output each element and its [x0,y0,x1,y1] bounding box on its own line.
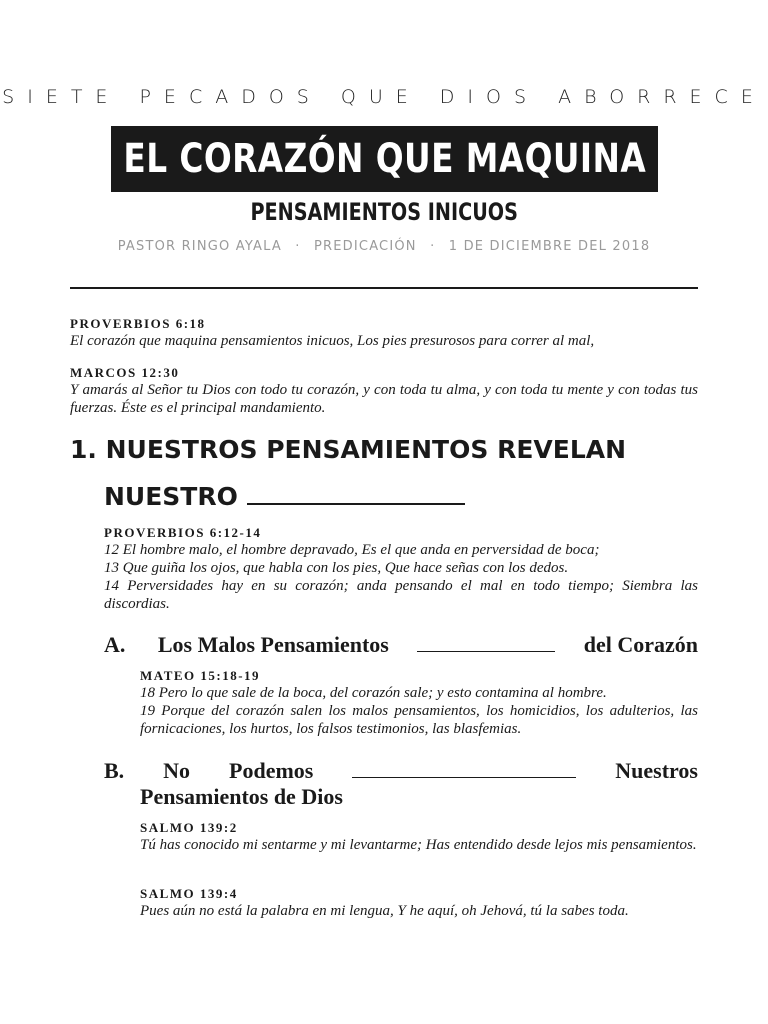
verse-text: Y amarás al Señor tu Dios con todo tu corazón, y con toda tu alma, y con toda tu mente y con todas tus fuerzas. Éste es el principal mandamiento. [70,382,698,416]
point-letter: B. [104,758,125,783]
intro-verse-2 [70,365,698,417]
point-b-verse-1 [140,820,698,854]
point-text: No [163,758,191,783]
point-b-heading-line1 [104,758,698,784]
sermon-meta [0,239,768,254]
verse-text: Tú has conocido mi sentarme y mi levantarme; Has entendido desde lejos mis pensamientos. [140,837,697,853]
verse-line: 18 Pero lo que sale de la boca, del corazón sale; y esto contamina al hombre. [140,685,607,701]
verse-line: 19 Porque del corazón salen los malos pensamientos, los homicidios, los adulterios, las fornicaciones, los hurtos, los falsos testimonios, las blasfemias. [140,703,698,737]
point-text: Los Malos Pensamientos [157,632,389,657]
verse-line: 14 Perversidades hay en su corazón; anda pensando el mal en todo tiempo; Siembra las discordias. [104,578,698,612]
subtitle-wrap [0,198,768,226]
page-title: EL CORAZÓN QUE MAQUINA [123,136,646,182]
verse-reference: PROVERBIOS 6:12-14 [104,525,262,540]
sermon-date: 1 DE DICIEMBRE DEL 2018 [448,239,651,254]
verse-text: El corazón que maquina pensamientos inicuos, Los pies presurosos para correr al mal, [70,333,595,349]
series-title: SIETE PECADOS QUE DIOS ABORRECE [2,86,766,108]
verse-reference: SALMO 139:4 [140,886,238,901]
verse-line: 12 El hombre malo, el hombre depravado, Es el que anda en perversidad de boca; [104,542,600,558]
point-text: del Corazón [583,632,698,657]
fill-in-blank [247,483,465,505]
pastor-name: PASTOR RINGO AYALA [117,239,282,254]
fill-in-blank [352,761,576,778]
verse-reference: SALMO 139:2 [140,820,238,835]
point-letter: A. [104,632,126,657]
verse-reference: MARCOS 12:30 [70,365,180,380]
title-banner [111,126,658,192]
verse-reference: MATEO 15:18-19 [140,668,261,683]
meta-separator: · [430,239,436,254]
sermon-type: PREDICACIÓN [313,239,417,254]
verse-reference: PROVERBIOS 6:18 [70,316,206,331]
page-subtitle: PENSAMIENTOS INICUOS [250,198,518,226]
verse-line: 13 Que guiña los ojos, que habla con los pies, Que hace señas con los dedos. [104,560,569,576]
section-1-heading-line2 [104,482,465,511]
intro-verse-1 [70,316,698,350]
section-heading-text: NUESTRO [104,482,238,511]
point-a-verses [140,668,698,738]
header-divider [70,287,698,289]
section-heading-text: NUESTROS PENSAMIENTOS REVELAN [105,435,627,464]
meta-separator: · [295,239,301,254]
point-b-heading-line2 [140,784,343,810]
point-text: Pensamientos de Dios [140,784,343,809]
section-1-heading-line1 [70,435,626,464]
fill-in-blank [417,635,555,652]
point-text: Nuestros [615,758,698,783]
section-number: 1. [70,435,97,464]
verse-text: Pues aún no está la palabra en mi lengua, Y he aquí, oh Jehová, tú la sabes toda. [140,903,629,919]
section-1-verses [104,525,698,613]
point-b-verse-2 [140,886,698,920]
point-text: Podemos [229,758,314,783]
point-a-heading [104,632,698,658]
